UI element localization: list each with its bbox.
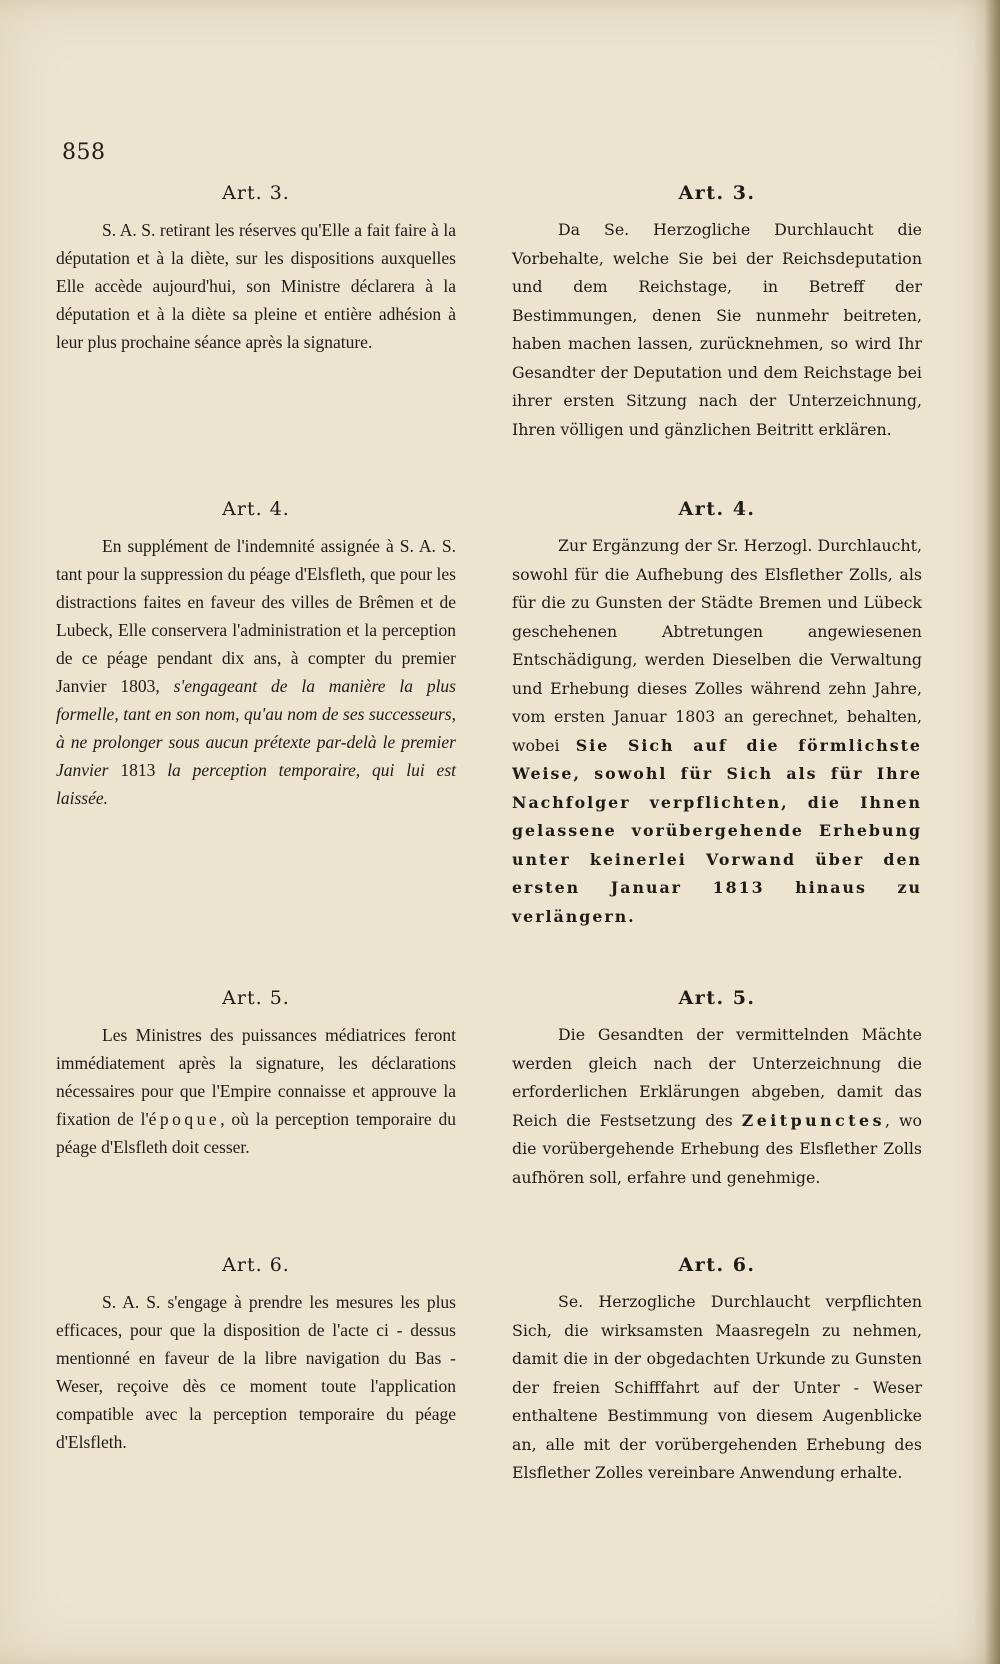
german-article-5-heading: Art. 5.: [678, 987, 756, 1009]
german-article-4-text: [512, 532, 922, 931]
page-edge-shadow: [986, 0, 1000, 1664]
french-article-6: [56, 1250, 456, 1456]
german-article-5: [512, 983, 922, 1192]
german-article-5-text: [512, 1021, 922, 1192]
french-article-3: [56, 178, 456, 356]
french-article-4-text-roman: En supplément de l'indemnité assignée à S. A. S. tant pour la suppression du péage d'Elsfleth, que pour les distractions faites en faveur des villes de Brêmen et de Lubeck, Elle conservera l'administration et la perception de ce péage pendant dix ans, à compter du premier Janvier 1803,: [56, 536, 456, 696]
german-article-4-text-spaced: Sie Sich auf die förmlichste Weise, sowohl für Sich als für Ihre Nachfolger verpflichten, die Ihnen gelassene vorübergehende Erhebung unter keinerlei Vorwand über den ersten Januar 1813 hinaus zu verlängern.: [512, 735, 922, 926]
french-article-5-text-start: Les Ministres des puissances médiatrices feront immédiatement après la signature, les déclarations nécessaires pour que l'Empire connaisse et approuve la fixation de l': [56, 1025, 456, 1129]
french-article-5: [56, 983, 456, 1161]
german-article-4: [512, 494, 922, 931]
german-article-4-text-roman: Zur Ergänzung der Sr. Herzogl. Durchlaucht, sowohl für die Aufhebung des Elsflether Zolls, als für die zu Gunsten der Städte Bremen und Lübeck geschehenen Abtretungen angewiesenen Entschädigung, werden Dieselben die Verwaltung und Erhebung dieses Zolles während zehn Jahre, vom ersten Januar 1803 an gerechnet, behalten, wobei: [512, 536, 922, 755]
german-article-6: [512, 1250, 922, 1488]
french-article-4-text: [56, 532, 456, 812]
french-article-5-text: [56, 1021, 456, 1161]
french-article-5-heading: Art. 5.: [222, 987, 290, 1009]
page-number: 858: [62, 140, 106, 165]
french-article-3-text: S. A. S. retirant les réserves qu'Elle a fait faire à la députation et à la diète, sur les dispositions auxquelles Elle accède aujourd'hui, son Ministre déclarera à la députation et à la diète sa pleine et entière adhésion à leur plus prochaine séance après la signature.: [56, 220, 456, 352]
french-article-4-text-italic: s'engageant de la manière la plus formelle, tant en son nom, qu'au nom de ses successeurs, à ne prolonger sous aucun prétexte par-delà le premier Janvier: [56, 676, 456, 780]
french-article-5-text-end: , où la perception temporaire du péage d'Elsfleth doit cesser.: [56, 1109, 457, 1157]
german-article-4-heading: Art. 4.: [678, 498, 756, 520]
french-article-4-heading: Art. 4.: [222, 498, 290, 520]
french-article-3-heading: Art. 3.: [222, 182, 290, 204]
german-article-3-text: Da Se. Herzogliche Durchlaucht die Vorbehalte, welche Sie bei der Reichsdeputation und dem Reichstage, in Betreff der Bestimmungen, denen Sie nunmehr beitreten, haben machen lassen, zurücknehmen, so wird Ihr Gesandter der Deputation und dem Reichstage bei ihrer ersten Sitzung nach der Unterzeichnung, Ihren völligen und gänzlichen Beitritt erklären.: [512, 220, 922, 439]
german-article-6-heading: Art. 6.: [678, 1254, 756, 1276]
german-article-6-text: Se. Herzogliche Durchlaucht verpflichten Sich, die wirksamsten Maasregeln zu nehmen, damit die in der obgedachten Urkunde zu Gunsten der freien Schifffahrt auf der Unter - Weser enthaltene Bestimmung von diesem Augenblicke an, alle mit der vorübergehenden Erhebung des Elsflether Zolles vereinbare Anwendung erhalte.: [512, 1292, 922, 1482]
german-article-5-text-end: , wo die vorübergehende Erhebung des Elsflether Zolls aufhören soll, erfahre und genehmige.: [512, 1110, 922, 1187]
german-article-3: [512, 178, 922, 444]
french-article-6-heading: Art. 6.: [222, 1254, 290, 1276]
french-article-4-year: 1813: [108, 760, 168, 780]
french-article-4-text-italic-end: la perception temporaire, qui lui est laissée.: [56, 760, 456, 808]
german-article-3-heading: Art. 3.: [678, 182, 756, 204]
french-article-5-spaced-word: époque: [148, 1109, 221, 1129]
german-article-5-text-start: Die Gesandten der vermittelnden Mächte werden gleich nach der Unterzeichnung die erforderlichen Erklärungen abgeben, damit das Reich die Festsetzung des: [512, 1025, 922, 1130]
french-article-6-text: S. A. S. s'engage à prendre les mesures les plus efficaces, pour que la disposition de l'acte ci - dessus mentionné en faveur de la libre navigation du Bas - Weser, reçoive dès ce moment toute l'application compatible avec la perception temporaire du péage d'Elsfleth.: [56, 1292, 456, 1452]
french-article-4: [56, 494, 456, 812]
german-article-5-spaced-word: Zeitpunctes: [741, 1110, 885, 1130]
